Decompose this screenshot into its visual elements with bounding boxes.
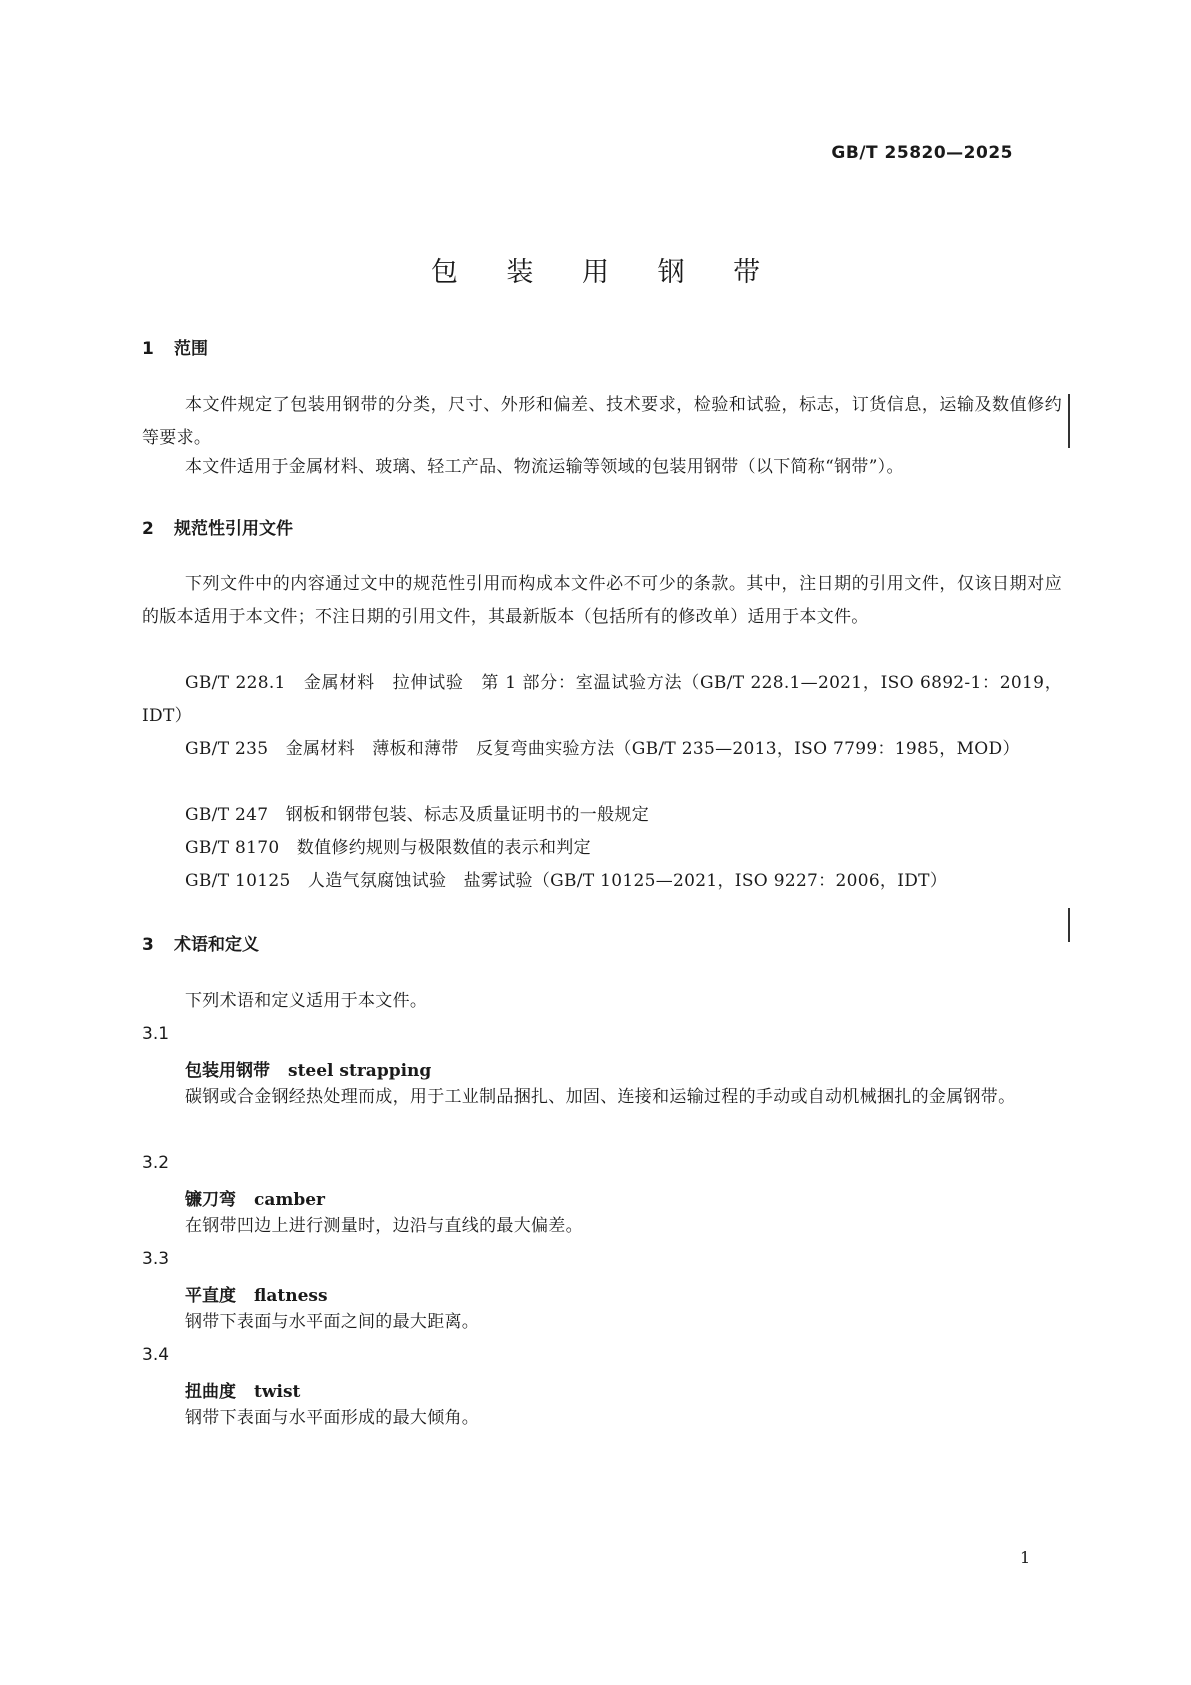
term-definition: 在钢带凹边上进行测量时，边沿与直线的最大偏差。 [185, 1216, 583, 1236]
section-3-heading [142, 930, 259, 955]
reference-item: GB/T 228.1 金属材料 拉伸试验 第 1 部分：室温试验方法（GB/T 228.1—2021，ISO 6892-1：2019，IDT） [142, 673, 1062, 726]
term-number: 3.3 [142, 1249, 170, 1269]
term-zh: 平直度 [185, 1286, 236, 1306]
term-number: 3.4 [142, 1345, 170, 1365]
term-entry [185, 1281, 328, 1306]
section-2-heading [142, 514, 293, 539]
term-zh: 包装用钢带 [185, 1061, 270, 1081]
terms-intro: 下列术语和定义适用于本文件。 [185, 991, 428, 1011]
term-en: camber [254, 1190, 326, 1210]
term-definition: 碳钢或合金钢经热处理而成，用于工业制品捆扎、加固、连接和运输过程的手动或自动机械捆扎的金属钢带。 [185, 1087, 1016, 1107]
standard-code: GB/T 25820—2025 [831, 143, 1013, 163]
term-zh: 镰刀弯 [185, 1190, 236, 1210]
section-1-heading [142, 334, 208, 359]
section-title: 规范性引用文件 [174, 519, 293, 539]
scope-paragraph-2: 本文件适用于金属材料、玻璃、轻工产品、物流运输等领域的包装用钢带（以下简称“钢带”）。 [185, 457, 904, 477]
term-entry [185, 1377, 300, 1402]
reference-item: GB/T 235 金属材料 薄板和薄带 反复弯曲实验方法（GB/T 235—2013，ISO 7799：1985，MOD） [185, 739, 1020, 759]
section-number: 1 [142, 339, 154, 359]
term-definition: 钢带下表面与水平面形成的最大倾角。 [185, 1408, 480, 1428]
scope-paragraph-1: 本文件规定了包装用钢带的分类，尺寸、外形和偏差、技术要求，检验和试验，标志，订货信息，运输及数值修约等要求。 [142, 395, 1062, 448]
term-entry [185, 1185, 325, 1210]
section-number: 3 [142, 935, 154, 955]
term-definition: 钢带下表面与水平面之间的最大距离。 [185, 1312, 480, 1332]
revision-bar [1068, 394, 1070, 448]
term-en: steel strapping [288, 1061, 432, 1081]
revision-bar [1068, 908, 1070, 942]
document-title: 包 装 用 钢 带 [430, 257, 781, 288]
normative-references-intro: 下列文件中的内容通过文中的规范性引用而构成本文件必不可少的条款。其中，注日期的引用文件，仅该日期对应的版本适用于本文件；不注日期的引用文件，其最新版本（包括所有的修改单）适用于本文件。 [142, 574, 1062, 627]
term-entry [185, 1056, 431, 1081]
term-number: 3.2 [142, 1153, 170, 1173]
term-zh: 扭曲度 [185, 1382, 236, 1402]
reference-item: GB/T 247 钢板和钢带包装、标志及质量证明书的一般规定 [185, 805, 649, 825]
reference-item: GB/T 8170 数值修约规则与极限数值的表示和判定 [185, 838, 591, 858]
page-number: 1 [1020, 1548, 1031, 1567]
reference-item: GB/T 10125 人造气氛腐蚀试验 盐雾试验（GB/T 10125—2021，ISO 9227：2006，IDT） [185, 871, 948, 891]
section-title: 术语和定义 [174, 935, 259, 955]
section-number: 2 [142, 519, 154, 539]
section-title: 范围 [174, 339, 208, 359]
term-en: flatness [254, 1286, 328, 1306]
term-number: 3.1 [142, 1024, 170, 1044]
term-en: twist [254, 1382, 301, 1402]
